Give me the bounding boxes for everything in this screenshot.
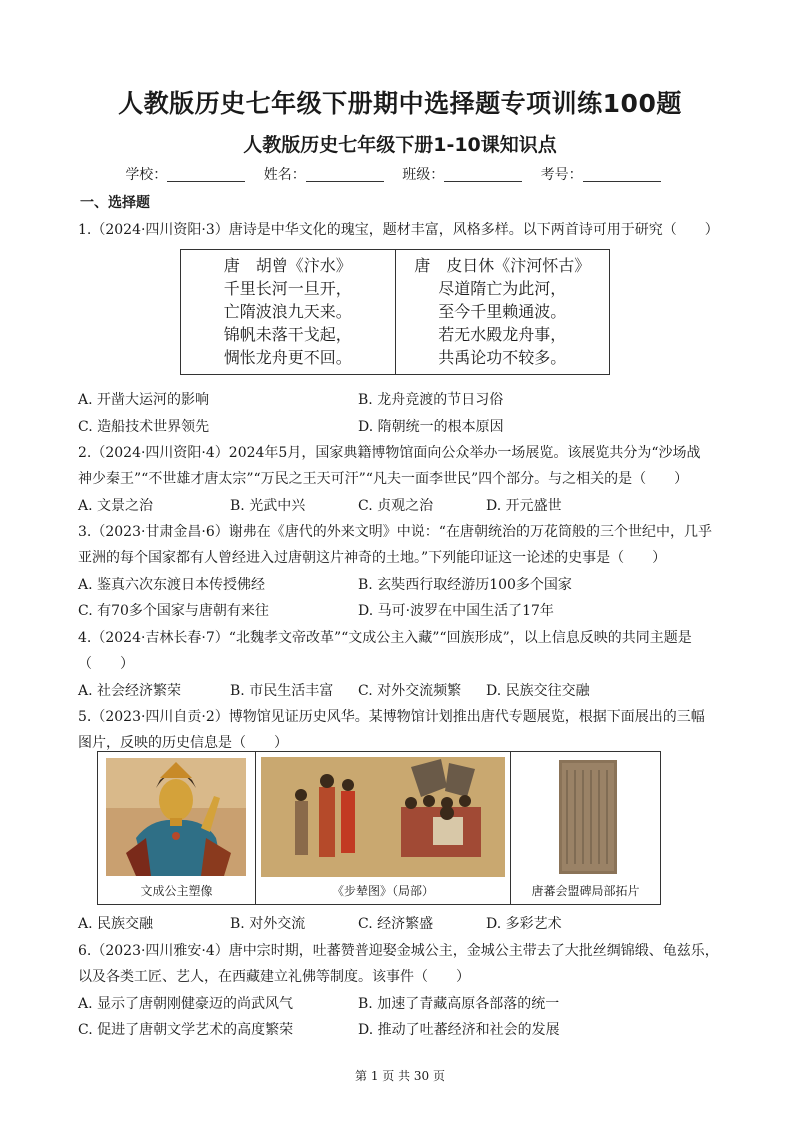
poem-line: 共禹论功不较多。 [438, 348, 567, 367]
question-6-option-a: A. 显示了唐朝刚健豪迈的尚武风气 [78, 996, 294, 1012]
name-blank [306, 167, 384, 182]
question-2-text-line-1: 2.（2024·四川资阳·4）2024年5月，国家典籍博物馆面向公众举办一场展览。该展览共分为“沙场战 [78, 445, 701, 461]
poem-line: 千里长河一旦开， [223, 279, 352, 298]
name-label: 姓名： [263, 167, 306, 183]
question-2-option-d: D. 开元盛世 [486, 498, 562, 514]
question-6-text-line-1: 6.（2023·四川雅安·4）唐中宗时期，吐蕃赞普迎娶金城公主，金城公主带去了大批丝绸锦缎、龟兹乐， [78, 943, 719, 959]
question-4-option-b: B. 市民生活丰富 [230, 683, 334, 699]
school-label: 学校： [125, 167, 168, 183]
question-3-option-c: C. 有70多个国家与唐朝有来往 [78, 603, 269, 619]
document-title: 人教版历史七年级下册期中选择题专项训练100题 [118, 89, 682, 118]
image-caption-3: 唐蕃会盟碑局部拓片 [531, 884, 640, 898]
poem-2 [395, 250, 610, 374]
poem-line: 若无水殿龙舟事， [438, 325, 567, 344]
question-1-option-b: B. 龙舟竞渡的节日习俗 [358, 392, 504, 408]
image-caption-2: 《步辇图》（局部） [331, 884, 434, 898]
question-1-option-a: A. 开凿大运河的影响 [78, 392, 210, 408]
poem-title: 唐 皮日休《汴河怀古》 [414, 256, 591, 275]
question-6-option-d: D. 推动了吐蕃经济和社会的发展 [358, 1022, 560, 1038]
section-title: 一、选择题 [80, 195, 150, 211]
page-footer: 第 1 页 共 30 页 [355, 1069, 445, 1083]
question-5-option-d: D. 多彩艺术 [486, 916, 562, 932]
image-caption-1: 文成公主塑像 [140, 884, 213, 898]
poem-1 [181, 250, 395, 374]
question-5-option-a: A. 民族交融 [78, 916, 154, 932]
question-5-option-c: C. 经济繁盛 [358, 916, 434, 932]
exam-no-label: 考号： [540, 167, 583, 183]
question-1-option-d: D. 隋朝统一的根本原因 [358, 419, 504, 435]
question-5-text-line-2: 图片，反映的历史信息是（ ） [78, 735, 288, 751]
question-2-option-b: B. 光武中兴 [230, 498, 306, 514]
image-cell-3 [510, 752, 660, 904]
princess-statue-image [106, 758, 246, 876]
exam-no-blank [583, 167, 661, 182]
image-table [97, 751, 661, 905]
question-1-text: 1.（2024·四川资阳·3）唐诗是中华文化的瑰宝，题材丰富，风格多样。以下两首诗可用于研究（ ） [78, 222, 719, 238]
bunian-painting-image [261, 757, 505, 877]
class-blank [444, 167, 522, 182]
document-subtitle: 人教版历史七年级下册1-10课知识点 [243, 134, 557, 156]
poem-line: 至今千里赖通波。 [438, 302, 567, 321]
question-6-option-c: C. 促进了唐朝文学艺术的高度繁荣 [78, 1022, 294, 1038]
image-cell-1 [98, 752, 255, 904]
question-3-text-line-2: 亚洲的每个国家都有人曾经进入过唐朝这片神奇的土地。”下列能印证这一论述的史事是（ ） [78, 550, 667, 566]
question-2-text-line-2: 神少秦王”“不世雄才唐太宗”“万民之王天可汗”“凡夫一面李世民”四个部分。与之相关的是（ ） [78, 471, 689, 487]
poem-table [180, 249, 610, 375]
question-5-option-b: B. 对外交流 [230, 916, 306, 932]
question-3-option-a: A. 鉴真六次东渡日本传授佛经 [78, 577, 266, 593]
class-label: 班级： [402, 167, 445, 183]
question-4-text-line-2: （ ） [78, 656, 134, 672]
question-1-option-c: C. 造船技术世界领先 [78, 419, 210, 435]
question-3-option-d: D. 马可·波罗在中国生活了17年 [358, 603, 554, 619]
question-6-option-b: B. 加速了青藏高原各部落的统一 [358, 996, 560, 1012]
question-4-text-line-1: 4.（2024·吉林长春·7）“北魏孝文帝改革”“文成公主入藏”“回族形成”，以上信息反映的共同主题是 [78, 630, 692, 646]
question-3-text-line-1: 3.（2023·甘肃金昌·6）谢弗在《唐代的外来文明》中说：“在唐朝统治的万花筒般的三个世纪中，几乎 [78, 524, 712, 540]
question-5-text-line-1: 5.（2023·四川自贡·2）博物馆见证历史风华。某博物馆计划推出唐代专题展览，根据下面展出的三幅 [78, 709, 705, 725]
school-blank [167, 167, 245, 182]
question-4-option-d: D. 民族交往交融 [486, 683, 590, 699]
student-info-row [0, 164, 800, 184]
question-3-option-b: B. 玄奘西行取经游历100多个国家 [358, 577, 572, 593]
question-4-option-a: A. 社会经济繁荣 [78, 683, 182, 699]
poem-title: 唐 胡曾《汴水》 [223, 256, 352, 275]
poem-line: 尽道隋亡为此河， [438, 279, 567, 298]
poem-line: 惆怅龙舟更不回。 [223, 348, 352, 367]
image-cell-2 [255, 752, 510, 904]
question-2-option-a: A. 文景之治 [78, 498, 154, 514]
poem-line: 锦帆未落干戈起， [223, 325, 352, 344]
question-4-option-c: C. 对外交流频繁 [358, 683, 462, 699]
question-6-text-line-2: 以及各类工匠、艺人，在西藏建立礼佛等制度。该事件（ ） [78, 969, 470, 985]
question-2-option-c: C. 贞观之治 [358, 498, 434, 514]
stele-rubbing-image [559, 760, 617, 874]
poem-line: 亡隋波浪九天来。 [223, 302, 352, 321]
